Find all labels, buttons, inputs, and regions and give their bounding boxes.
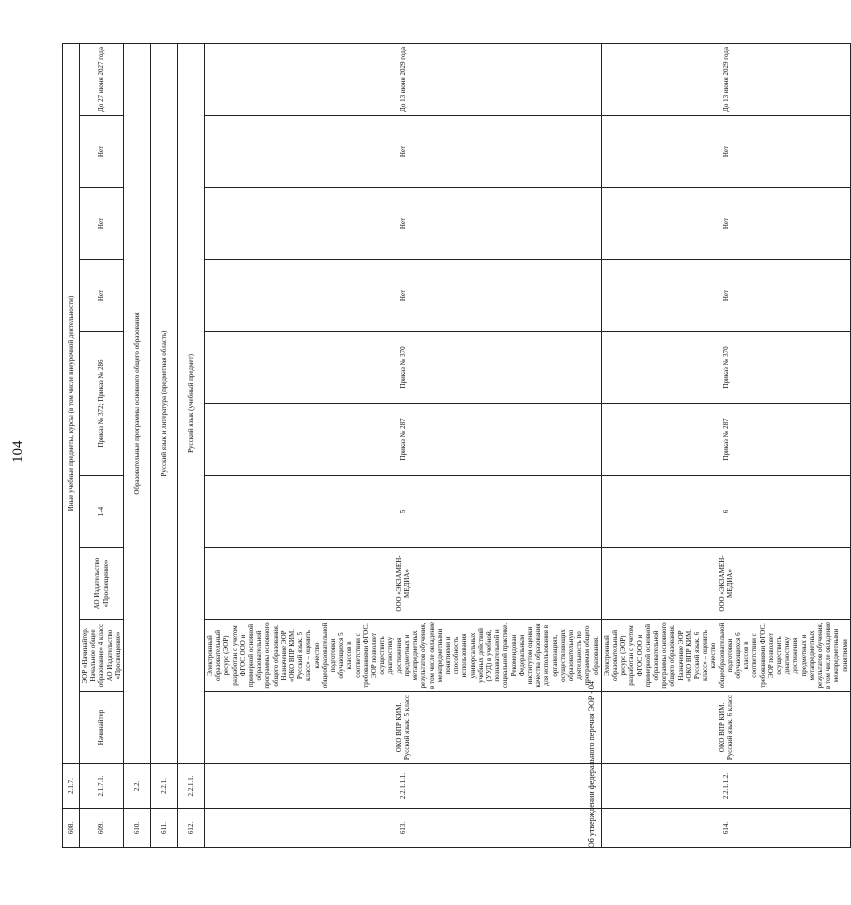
flag-cell: Нет xyxy=(601,116,850,188)
resource-description: Электронный образовательный ресурс (ЭОР) разработан с учетом ФГОС ООО и примерной основной образовательной программы основного общего образования. Назначение ЭОР «ОКО ВПР КИМ. Русский язык. 6 класс» – оценить качество общеобразовательной подготовки обучающихся 6 классов в соответствии с требованиями ФГОС. ЭОР позволяет осуществить диагностику достижения предметных и метапредметных результатов обучения, в том числе овладение межпредметными понятиями xyxy=(601,620,850,692)
resource-name: ОКО ВПР КИМ. Русский язык. 6 класс xyxy=(601,692,850,764)
flag-cell: Нет xyxy=(205,116,602,188)
eor-table xyxy=(62,43,851,848)
grade: 5 xyxy=(205,476,602,548)
order: Приказ № 370 xyxy=(205,332,602,404)
resource-description: Электронный образовательный ресурс (ЭОР) разработан с учетом ФГОС ООО и примерной основной образовательной программы основного общего образования. Назначение ЭОР «ОКО ВПР КИМ. Русский язык. 5 класс» – оценить качество общеобразовательной подготовки обучающихся 5 классов в соответствии с требованиями ФГОС. ЭОР позволяет осуществить диагностику достижения предметных и метапредметных результатов обучения, в том числе овладение межпредметными понятиями и способность использования универсальных учебных действий (УУД) в учебной, познавательной и социальной практике. Рекомендован Федеральным институтом оценки качества образования для использования в организациях, осуществляющих образовательную деятельность по программам общего образования. xyxy=(205,620,602,692)
row-number: 608. xyxy=(63,809,80,848)
resource-name: Начинайтер xyxy=(80,692,124,764)
document-sheet xyxy=(10,43,849,848)
row-number: 613. xyxy=(205,809,602,848)
row-code: 2.1.7.1. xyxy=(80,764,124,809)
document-footer: Об утверждении федерального перечня ЭОР - 04 xyxy=(587,681,596,848)
validity-date: До 27 июня 2027 года xyxy=(80,44,124,116)
table-row xyxy=(205,44,602,848)
section-title: Русский язык и литература (предметная область) xyxy=(151,44,178,764)
order: Приказ № 287 xyxy=(601,404,850,476)
order: Приказ № 370 xyxy=(601,332,850,404)
row-code: 2.2. xyxy=(124,764,151,809)
validity-date: До 13 июня 2029 года xyxy=(601,44,850,116)
flag-cell: Нет xyxy=(80,260,124,332)
publisher: ООО «ЭКЗАМЕН-МЕДИА» xyxy=(205,548,602,620)
row-number: 614. xyxy=(601,809,850,848)
table-row xyxy=(80,44,124,848)
row-code: 2.2.1.1.1. xyxy=(205,764,602,809)
flag-cell: Нет xyxy=(80,188,124,260)
row-code: 2.2.1. xyxy=(151,764,178,809)
row-number: 610. xyxy=(124,809,151,848)
row-number: 612. xyxy=(178,809,205,848)
grade: 1-4 xyxy=(80,476,124,548)
table-row xyxy=(178,44,205,848)
section-title: Иные учебные предметы, курсы (в том числе внеурочной деятельности) xyxy=(63,44,80,764)
row-code: 2.1.7. xyxy=(63,764,80,809)
resource-name: ОКО ВПР КИМ. Русский язык. 5 класс xyxy=(205,692,602,764)
table-row xyxy=(151,44,178,848)
resource-description: ЭОР «Начинайтер. Начальное общее образование» 4 класс АО Издательство «Просвещение» xyxy=(80,620,124,692)
flag-cell: Нет xyxy=(601,188,850,260)
publisher: АО Издательство «Просвещение» xyxy=(80,548,124,620)
order: Приказ № 287 xyxy=(205,404,602,476)
flag-cell: Нет xyxy=(80,116,124,188)
row-number: 609. xyxy=(80,809,124,848)
flag-cell: Нет xyxy=(601,260,850,332)
section-title: Образовательные программы основного общего образования xyxy=(124,44,151,764)
orders: Приказ № 372; Приказ № 286 xyxy=(80,332,124,476)
row-code: 2.2.1.1.2. xyxy=(601,764,850,809)
table-row xyxy=(63,44,80,848)
grade: 6 xyxy=(601,476,850,548)
flag-cell: Нет xyxy=(205,188,602,260)
row-number: 611. xyxy=(151,809,178,848)
page-number: 104 xyxy=(10,440,26,463)
table-row xyxy=(601,44,850,848)
validity-date: До 13 июня 2029 года xyxy=(205,44,602,116)
flag-cell: Нет xyxy=(205,260,602,332)
row-code: 2.2.1.1. xyxy=(178,764,205,809)
publisher: ООО «ЭКЗАМЕН-МЕДИА» xyxy=(601,548,850,620)
section-title: Русский язык (учебный предмет) xyxy=(178,44,205,764)
table-row xyxy=(124,44,151,848)
